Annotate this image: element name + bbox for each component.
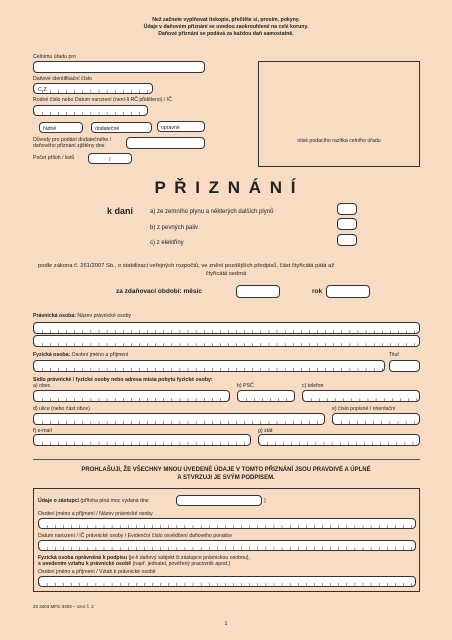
tax-option-a-box[interactable] [337, 203, 357, 215]
representative-section [33, 488, 420, 592]
rc-field[interactable] [33, 105, 148, 116]
page-title: P Ř I Z N Á N Í [154, 178, 298, 197]
representative-label: Údaje o zástupci (příloha plná moc vydaná dne [38, 498, 149, 504]
postcode-field[interactable] [237, 390, 295, 402]
title-field[interactable] [389, 360, 420, 372]
signer-label-2: s uvedením vztahu k právnické osobě (např. jednatel, pověřený pracovník apod.) [38, 561, 231, 567]
type-corrective-box[interactable] [157, 121, 205, 132]
period-year-label: rok [312, 288, 323, 295]
type-additional-box[interactable] [91, 122, 152, 133]
instruction-line-3: Daňové přiznání se podává za každou daň samostatně. [158, 31, 294, 37]
title-label: Titul [389, 352, 399, 358]
pages-field[interactable] [88, 153, 132, 164]
law-line-2: čtyřicátá sedmá [205, 271, 247, 277]
house-number-field[interactable] [332, 413, 420, 425]
phone-label: c) telefon [302, 383, 324, 389]
house-number-label: e) číslo popisné / orientační [332, 406, 396, 412]
rc-label: Rodné číslo nebo Datum narození (není-li RČ přiděleno) / IČ [33, 97, 172, 103]
tax-option-c-box[interactable] [337, 234, 357, 246]
reason-label-2: daňového přiznání zjištěny dne [33, 143, 105, 149]
address-heading: Sídlo právnické / fyzické osoby nebo adresa místa pobytu fyzické osoby: [33, 377, 213, 383]
signer-name-field[interactable] [38, 576, 416, 587]
tax-option-c: c) z elektřiny [150, 240, 184, 246]
dic-label: Daňové identifikační číslo [33, 76, 92, 82]
municipality-field[interactable] [33, 390, 230, 402]
legal-entity-field-2[interactable] [33, 335, 420, 347]
office-field[interactable] [33, 61, 205, 73]
municipality-label: a) obec [33, 383, 51, 389]
declaration-line-2: A STVRZUJI JE SVÝM PODPISEM. [177, 475, 275, 481]
reason-date-field[interactable] [126, 137, 205, 149]
office-label: Celnímu úřadu pro [33, 54, 76, 60]
pages-separator: / [109, 157, 111, 163]
natural-person-label: Fyzická osoba: Osobní jméno a příjmení [33, 352, 129, 358]
pages-label: Počet příloh / listů [33, 155, 75, 161]
instruction-line-2: Údaje v daňovém přiznání se uvedou zaokrouhlené na celé koruny. [143, 24, 309, 30]
type-regular-label: řádné [43, 126, 57, 132]
postcode-label: b) PSČ [237, 383, 254, 389]
reason-label-1: Důvody pro podání dodatečného / [33, 137, 112, 143]
rep-id-label: Datum narození / IČ právnické osoby / Evidenční číslo osvědčení daňového poradce [38, 533, 233, 539]
tax-option-b-box[interactable] [337, 218, 357, 230]
tax-option-b: b) z pevných paliv [150, 225, 199, 231]
power-of-attorney-date-field[interactable] [176, 495, 262, 506]
period-year-field[interactable] [326, 285, 370, 298]
type-corrective-label: opravné [161, 125, 180, 131]
email-label: f) e-mail [33, 428, 52, 434]
rep-name-field[interactable] [38, 518, 416, 529]
natural-person-field[interactable] [33, 360, 385, 372]
declaration-line-1: PROHLAŠUJI, ŽE VŠECHNY MNOU UVEDENÉ ÚDAJE V TOMTO PŘIZNÁNÍ JSOU PRAVDIVÉ A ÚPLNÉ [81, 467, 371, 473]
state-label: g) stát [258, 428, 273, 434]
instruction-line-1: Než začnete vyplňovat tiskopis, přečtěte si, prosím, pokyny. [152, 17, 300, 23]
rep-name-label: Osobní jméno a příjmení / Název právnické osoby [38, 511, 153, 517]
page-number: 1 [224, 621, 228, 627]
section-divider [33, 459, 420, 460]
tax-prefix: k dani [107, 206, 134, 216]
representative-label-end: ) [264, 498, 266, 504]
period-month-label: za zdaňovací období: měsíc [116, 288, 202, 295]
stamp-box [258, 61, 420, 167]
street-field[interactable] [33, 413, 325, 425]
phone-field[interactable] [302, 390, 420, 402]
state-field[interactable] [258, 434, 420, 446]
street-label: d) ulice (nebo část obce) [33, 406, 90, 412]
type-additional-label: dodatečné [95, 126, 120, 132]
legal-entity-field-1[interactable] [33, 322, 420, 334]
period-month-field[interactable] [236, 285, 280, 298]
stamp-label: otisk podacího razítka celního úřadu [297, 138, 381, 144]
type-regular-box[interactable] [39, 122, 83, 133]
dic-prefix: C Z [38, 87, 47, 93]
legal-entity-label: Právnická osoba: Název právnické osoby [33, 313, 132, 319]
form-code: 25 3403 MFin 3403 – vzor č. 2 [33, 604, 94, 609]
law-line-1: podle zákona č. 261/2007 Sb., o stabilizaci veřejných rozpočtů, ve znění pozdějších předpisů, část čtyřicátá pátá až [38, 263, 335, 269]
rep-id-field[interactable] [38, 540, 416, 551]
dic-field[interactable] [33, 83, 153, 94]
email-field[interactable] [33, 434, 251, 446]
tax-option-a: a) ze zemního plynu a některých dalších plynů [150, 209, 274, 215]
signer-name-label: Osobní jméno a příjmení / Vztah k právnické osobě [38, 569, 156, 575]
signer-label-1: Fyzická osoba oprávněná k podpisu (je-li daňový subjekt či zástupce právnickou osobou), [38, 555, 250, 561]
